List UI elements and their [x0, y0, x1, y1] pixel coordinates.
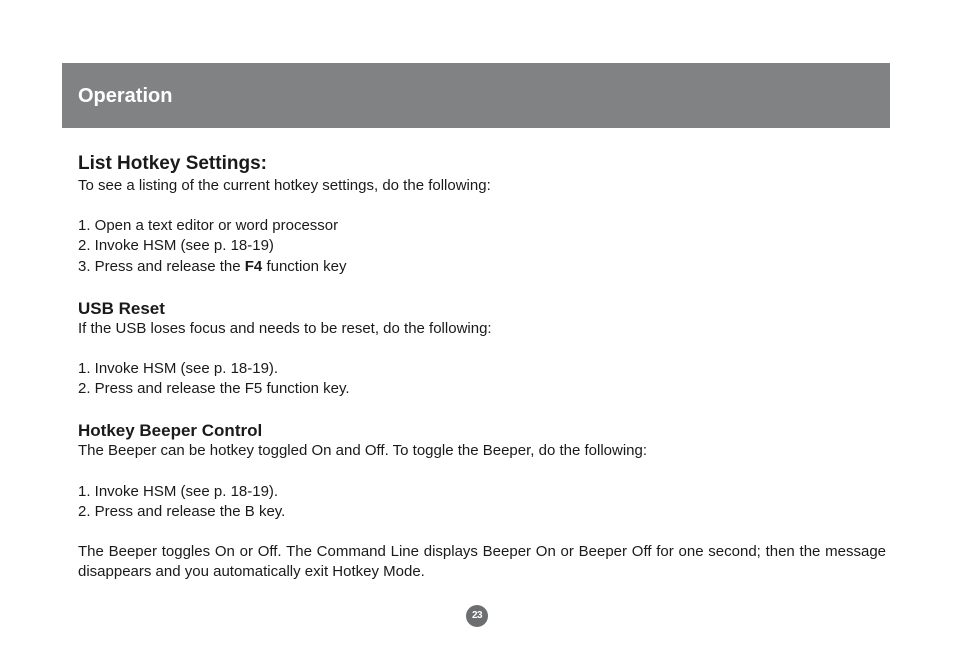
f4-key-label: F4: [244, 257, 263, 275]
spacer: [78, 399, 886, 420]
page-content: [78, 152, 886, 582]
usb-reset-heading: USB Reset: [78, 298, 165, 318]
list-hotkey-heading: List Hotkey Settings:: [78, 153, 267, 174]
spacer: [78, 522, 886, 542]
usb-reset-step-1: 1. Invoke HSM (see p. 18-19).: [78, 360, 279, 378]
beeper-step-2: 2. Press and release the B key.: [78, 502, 286, 520]
step-3-suffix: function key: [262, 257, 347, 275]
beeper-heading: Hotkey Beeper Control: [78, 421, 263, 441]
beeper-intro: The Beeper can be hotkey toggled On and Off. To toggle the Beeper, do the following:: [78, 442, 648, 460]
spacer: [78, 462, 886, 482]
list-hotkey-step-1: 1. Open a text editor or word processor: [78, 217, 339, 235]
section-title: Operation: [78, 85, 173, 107]
page-number-badge: 23: [466, 605, 488, 627]
list-hotkey-intro: To see a listing of the current hotkey settings, do the following:: [78, 177, 491, 194]
usb-reset-step-2: 2. Press and release the F5 function key.: [78, 380, 350, 398]
step-3-prefix: 3. Press and release the: [78, 257, 245, 275]
list-hotkey-step-3: [78, 257, 886, 277]
beeper-note: The Beeper toggles On or Off. The Command Line displays Beeper On or Beeper Off for one second; then the message disappears and you automatically exit Hotkey Mode.: [78, 543, 886, 581]
spacer: [78, 196, 886, 216]
beeper-step-1: 1. Invoke HSM (see p. 18-19).: [78, 482, 279, 500]
usb-reset-intro: If the USB loses focus and needs to be reset, do the following:: [78, 319, 492, 337]
spacer: [78, 339, 886, 359]
list-hotkey-step-2: 2. Invoke HSM (see p. 18-19): [78, 237, 274, 255]
section-header-bar: [62, 63, 890, 128]
spacer: [78, 277, 886, 298]
